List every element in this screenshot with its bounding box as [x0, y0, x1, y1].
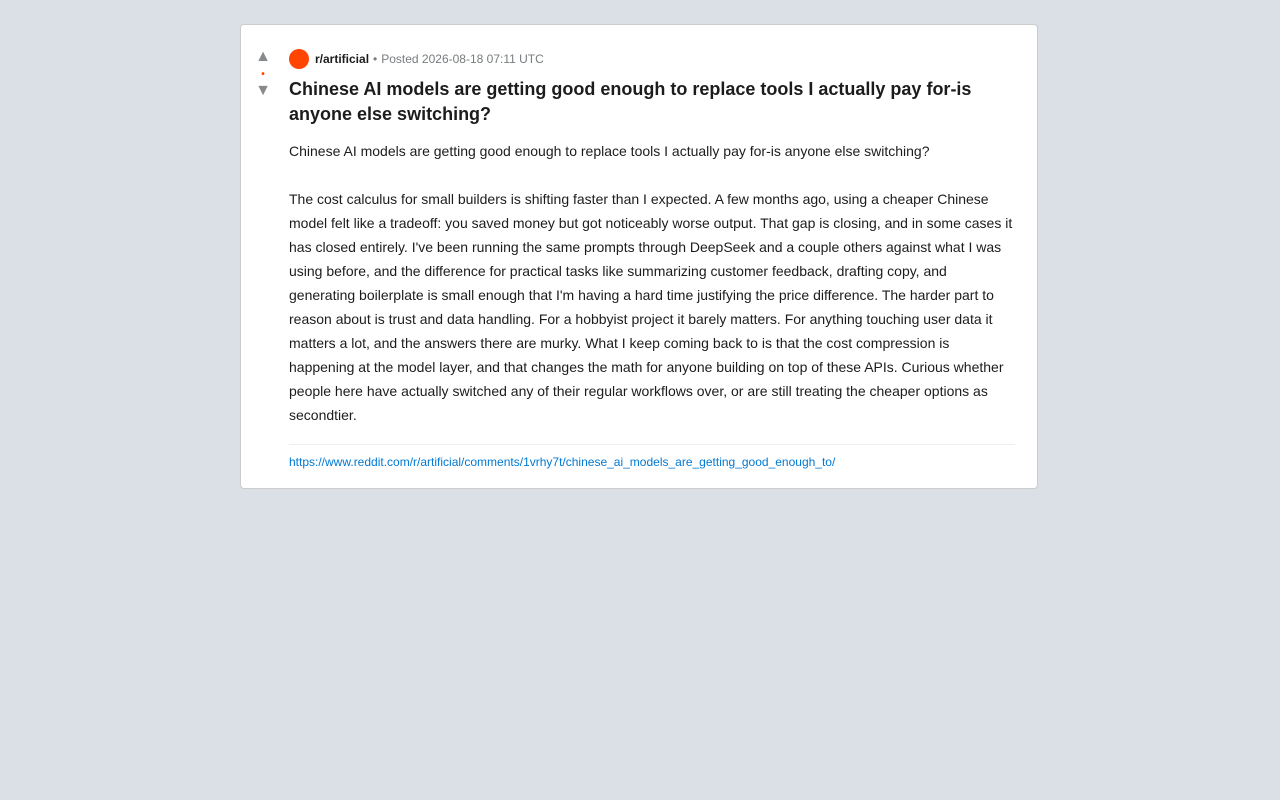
post-body-paragraph: The cost calculus for small builders is shifting faster than I expected. A few months ago, using a cheaper Chinese model felt like a tradeoff: you saved money but got noticeably worse output. That gap is closing, and in some cases it has closed entirely. I've been running the same prompts through DeepSeek and a couple others against what I was using before, and the difference for practical tasks like summarizing customer feedback, drafting copy, and generating boilerplate is small enough that I'm having a hard time justifying the price difference. The harder part to reason about is trust and data handling. For a hobbyist project it barely matters. For anything touching user data it matters a lot, and the answers there are murky. What I keep coming back to is that the cost compression is happening at the model layer, and that changes the math for anyone building on top of these APIs. Curious whether people here have actually switched any of their regular workflows over, or are still treating the cheaper options as secondtier.: [289, 191, 1013, 423]
subreddit-avatar-icon[interactable]: [289, 49, 309, 69]
vote-column: [241, 49, 285, 101]
meta-separator: •: [373, 52, 378, 66]
post-meta: [289, 49, 1015, 69]
upvote-button[interactable]: ▲: [255, 48, 271, 65]
post-body-paragraph: Chinese AI models are getting good enough to replace tools I actually pay for-is anyone else switching?: [289, 143, 930, 159]
post-timestamp: Posted 2026-08-18 07:11 UTC: [381, 52, 544, 66]
divider: [289, 444, 1015, 445]
post-content: [289, 49, 1015, 471]
post-title[interactable]: Chinese AI models are getting good enough to replace tools I actually pay for-is anyone else switching?: [289, 79, 972, 124]
post-permalink[interactable]: https://www.reddit.com/r/artificial/comments/1vrhy7t/chinese_ai_models_are_getting_good_enough_to/: [289, 455, 836, 469]
post-card: [240, 24, 1038, 489]
post-body: [289, 139, 1015, 427]
downvote-button[interactable]: ▼: [255, 82, 271, 99]
vote-score: •: [261, 69, 265, 80]
subreddit-link[interactable]: r/artificial: [315, 52, 370, 66]
